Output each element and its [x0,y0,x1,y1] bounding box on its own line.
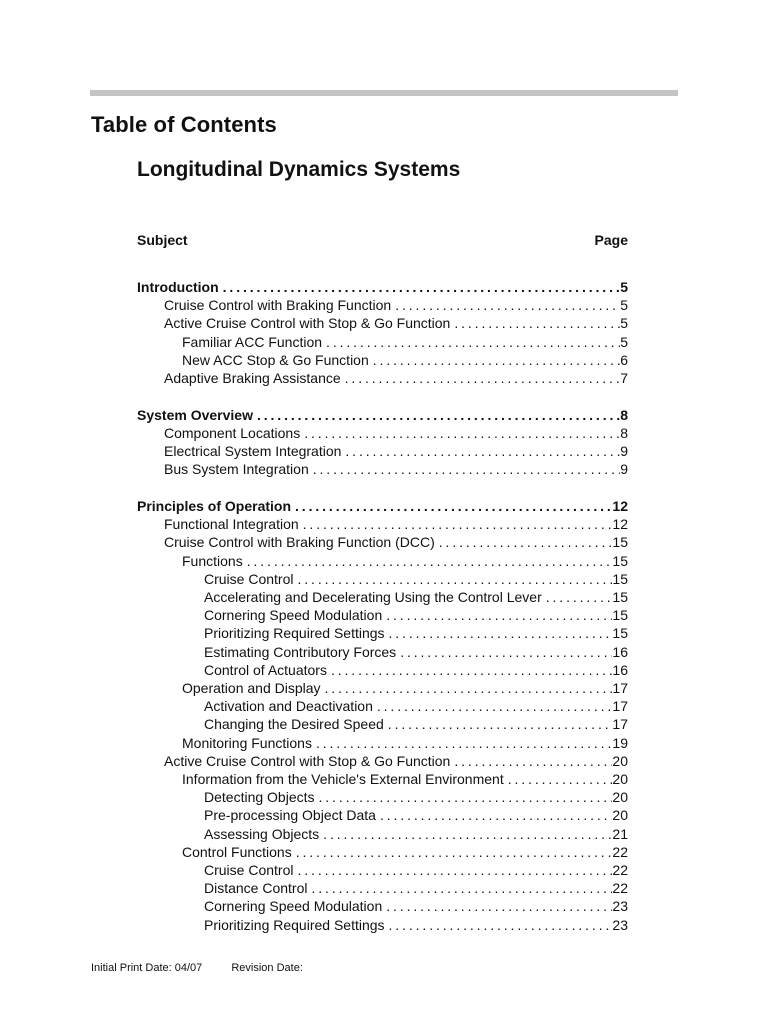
toc-entry[interactable] [204,697,628,715]
toc-entry-title: Component Locations [164,424,301,441]
toc-entry-title: Pre-processing Object Data [204,807,376,824]
dot-leader [454,314,620,332]
dot-leader [331,661,612,679]
toc-page-number: 17 [612,716,628,733]
toc-entry-title: Functions [182,552,243,569]
toc-entry[interactable] [182,734,628,752]
toc-page-number: 15 [612,625,628,642]
dot-leader [319,788,613,806]
toc-page-number: 22 [612,843,628,860]
toc-entry-title: Active Cruise Control with Stop & Go Function [164,752,451,769]
toc-page-number: 5 [620,279,628,295]
toc-entry[interactable] [204,916,628,934]
dot-leader [313,460,620,478]
toc-page-number: 12 [612,498,628,514]
dot-leader [380,806,612,824]
toc-page-number: 12 [612,516,628,533]
toc-page-number: 15 [612,570,628,587]
toc-entry[interactable] [204,624,628,642]
toc-entry[interactable] [182,333,628,351]
dot-leader [454,752,612,770]
toc-entry[interactable] [204,861,628,879]
dot-leader [316,734,612,752]
toc-entry-title: Control Functions [182,843,292,860]
dot-leader [323,825,612,843]
toc-entry[interactable] [204,788,628,806]
toc-entry-title: Bus System Integration [164,461,309,478]
dot-leader [386,606,612,624]
dot-leader [373,351,620,369]
toc-page-number: 9 [620,461,628,478]
dot-leader [389,916,613,934]
toc-entry-title: Estimating Contributory Forces [204,643,397,660]
dot-leader [345,442,620,460]
toc-entry[interactable] [204,588,628,606]
toc-page-number: 19 [612,734,628,751]
toc-entry-title: Introduction [137,279,219,295]
toc-entry[interactable] [182,351,628,369]
toc-section[interactable] [137,406,628,424]
toc-page-number: 5 [620,315,628,332]
toc-page-number: 9 [620,443,628,460]
toc-entry-title: Control of Actuators [204,661,327,678]
dot-leader [312,879,613,897]
dot-leader [389,624,613,642]
toc-entry-title: Cornering Speed Modulation [204,607,383,624]
dot-leader [303,515,613,533]
toc-page-number: 22 [612,862,628,878]
toc-entry[interactable] [164,314,628,332]
toc-page-number: 5 [620,333,628,350]
toc-page-number: 17 [612,680,628,696]
revision-date: Revision Date: [231,962,303,974]
dot-leader [297,570,612,588]
dot-leader [257,406,620,424]
page-title: Table of Contents [91,112,277,137]
toc-section[interactable] [137,278,628,296]
toc-entry[interactable] [182,770,628,788]
toc-entry[interactable] [204,661,628,679]
toc-entry[interactable] [164,369,628,387]
toc-entry[interactable] [204,897,628,915]
toc-entry-title: Cornering Speed Modulation [204,898,383,915]
print-date: Initial Print Date: 04/07 [91,962,203,974]
toc-entry-title: Principles of Operation [137,498,292,514]
toc-entry[interactable] [182,679,628,697]
toc-entry-title: Familiar ACC Function [182,333,323,350]
toc-entry-title: Adaptive Braking Assistance [164,370,341,386]
header-rule [90,90,678,96]
toc-entry-title: Activation and Deactivation [204,698,373,715]
toc-entry[interactable] [204,570,628,588]
dot-leader [304,424,620,442]
toc-entry[interactable] [204,606,628,624]
toc-entry-title: Electrical System Integration [164,443,342,460]
dot-leader [386,897,612,915]
toc-entry-title: Prioritizing Required Settings [204,625,385,642]
dot-leader [388,715,613,733]
toc-page-number: 16 [612,643,628,660]
dot-leader [508,770,613,788]
toc-entry[interactable] [164,442,628,460]
dot-leader [296,843,613,861]
dot-leader [400,643,612,661]
toc-entry[interactable] [164,296,628,314]
toc-entry-title: New ACC Stop & Go Function [182,351,369,368]
toc-entry-title: Cruise Control with Braking Function [164,297,392,314]
toc-entry-title: Operation and Display [182,680,321,696]
toc-entry-title: Cruise Control [204,570,294,587]
dot-leader [247,552,613,570]
dot-leader [546,588,613,606]
toc-entry-title: Prioritizing Required Settings [204,916,385,933]
dot-leader [297,861,612,879]
toc-page-number: 23 [612,898,628,915]
dot-leader [326,333,620,351]
toc-page-number: 17 [612,698,628,715]
dot-leader [395,296,620,314]
toc-page-number: 23 [612,916,628,933]
toc-page-number: 5 [620,297,628,314]
toc-entry-title: Monitoring Functions [182,734,312,751]
dot-leader [439,533,613,551]
toc-page-number: 20 [612,807,628,824]
toc-page-number: 20 [612,789,628,806]
toc-entry-title: Functional Integration [164,516,299,533]
toc-section[interactable] [137,497,628,515]
toc-entry-title: Detecting Objects [204,789,315,806]
page-column-header: Page [594,232,628,248]
toc-page-number: 20 [612,752,628,769]
toc-entry-title: Cruise Control with Braking Function (DCC) [164,534,435,551]
page-footer [91,962,329,974]
toc-entry[interactable] [204,879,628,897]
dot-leader [325,679,613,697]
dot-leader [223,278,621,296]
subject-column-header: Subject [137,232,188,248]
toc-entry[interactable] [164,752,628,770]
toc-entry[interactable] [204,715,628,733]
toc-entry[interactable] [164,424,628,442]
toc-page-number: 8 [620,424,628,441]
toc-entry-title: Cruise Control [204,862,294,878]
toc-page-number: 22 [612,880,628,897]
toc-page-number: 6 [620,351,628,368]
toc-entry[interactable] [204,643,628,661]
toc-entry-title: Accelerating and Decelerating Using the Control Lever [204,589,542,605]
dot-leader [377,697,613,715]
dot-leader [295,497,612,515]
toc-entry-title: Changing the Desired Speed [204,716,384,733]
toc-entry-title: Active Cruise Control with Stop & Go Function [164,315,451,332]
toc-page-number: 20 [612,771,628,787]
toc-entry[interactable] [182,843,628,861]
toc-page-number: 8 [620,406,628,423]
toc-page-number: 16 [612,661,628,678]
dot-leader [345,369,621,387]
toc-page-number: 15 [612,552,628,569]
toc-entry[interactable] [182,552,628,570]
document-subtitle: Longitudinal Dynamics Systems [137,158,461,181]
toc-page-number: 15 [612,534,628,551]
toc-page-number: 15 [612,589,628,605]
toc-entry[interactable] [164,515,628,533]
toc-entry[interactable] [204,806,628,824]
toc-page-number: 15 [612,607,628,624]
toc-page-number: 21 [612,825,628,842]
toc-entry[interactable] [204,825,628,843]
toc-entry[interactable] [164,460,628,478]
toc-entry-title: Information from the Vehicle's External Environment [182,771,504,787]
toc-entry-title: System Overview [137,406,253,423]
toc-entry-title: Assessing Objects [204,825,320,842]
toc-page-number: 7 [620,370,628,386]
toc-entry-title: Distance Control [204,880,308,897]
toc-entry[interactable] [164,533,628,551]
